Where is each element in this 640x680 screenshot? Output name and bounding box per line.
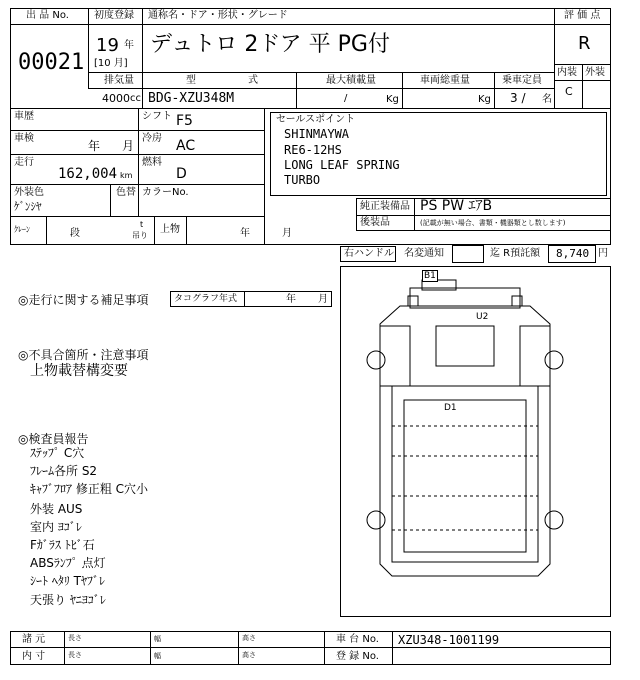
report-line: ｽﾃｯﾌﾟ C穴 (30, 446, 85, 460)
u2-mark: U2 (476, 312, 489, 322)
report-line: ABSﾗﾝﾌﾟ 点灯 (30, 556, 106, 570)
deposit-label: 迄 R預託額 (490, 248, 541, 259)
color-label: 外装色 (14, 187, 44, 198)
mileage-value: 162,004 (58, 166, 118, 182)
b1-mark: B1 (424, 271, 436, 281)
width-label: 幅 (154, 635, 161, 643)
gross-weight-label: 車両総重量 (420, 75, 470, 86)
capacity-label: 乗車定員 (502, 75, 542, 86)
sales-point-3: LONG LEAF SPRING (284, 158, 400, 172)
history-label: 車歴 (14, 111, 34, 122)
specs-label: 諸 元 (22, 634, 46, 645)
upper-month: 月 (282, 228, 292, 239)
report-line: 室内 ﾖｺﾞﾚ (30, 520, 82, 534)
max-load-value: / (344, 93, 348, 104)
d1-mark: D1 (444, 403, 457, 413)
report-line: ｷｬﾌﾞﾌﾛｱ 修正粗 C穴小 (30, 482, 149, 496)
crane-label: ｸﾚｰﾝ (14, 225, 30, 234)
defect-value: 上物載替構変要 (30, 363, 128, 379)
mileage-label: 走行 (14, 157, 34, 168)
length-label: 長さ (68, 634, 82, 642)
max-load-kg: Kg (386, 94, 399, 105)
fuel-label: 燃料 (142, 157, 162, 168)
displacement-label: 排気量 (104, 75, 134, 86)
report-line: 外装 AUS (30, 502, 83, 516)
first-reg-label: 初度登録 (94, 10, 134, 21)
post-equip-label: 後装品 (360, 217, 390, 228)
first-reg-year: 19 (96, 35, 119, 56)
sales-point-label: セールスポイント (276, 114, 356, 125)
report-line: ｼｰﾄ ﾍﾀﾘ Tﾔﾌﾞﾚ (30, 574, 105, 588)
tacho-year: 年 (286, 294, 296, 305)
max-load-label: 最大積載量 (326, 75, 376, 86)
color-code-label: カラーNo. (142, 187, 189, 198)
color-change-label: 色替 (116, 187, 136, 198)
chassis-label: 車 台 No. (336, 634, 379, 645)
tacho-label: タコグラフ年式 (174, 294, 238, 304)
capacity-value: 3 / (510, 91, 526, 105)
shift-label: シフト (142, 111, 172, 122)
ac-label: 冷房 (142, 133, 162, 144)
sales-point-1: SHINMAYWA (284, 127, 350, 141)
running-notes-label: ◎走行に関する補足事項 (18, 293, 149, 307)
width-label: 幅 (154, 652, 161, 660)
model-code-label2: 式 (248, 75, 258, 86)
mileage-unit: km (120, 171, 133, 180)
height-label: 高さ (242, 651, 256, 659)
exterior-label: 外装 (585, 67, 605, 78)
sales-point-2: RE6-12HS (284, 143, 342, 157)
report-line: Fｶﾞﾗｽ ﾄﾋﾞ石 (30, 538, 95, 552)
inspection-month: 月 (122, 139, 135, 153)
upper-year: 年 (240, 228, 250, 239)
model-name: デュトロ 2ドア 平 PG付 (150, 32, 390, 57)
rating-value: R (578, 33, 591, 54)
year-unit: 年 (124, 40, 134, 51)
gross-weight-kg: Kg (478, 94, 491, 105)
deposit-value: 8,740 (556, 247, 590, 260)
height-label: 高さ (242, 634, 256, 642)
report-line: ﾌﾚｰﾑ各所 S2 (30, 464, 98, 478)
tacho-month: 月 (318, 294, 328, 305)
report-line: 天張り ﾔﾆﾖｺﾞﾚ (30, 593, 106, 607)
interior-grade: C (565, 85, 573, 98)
fuel-value: D (176, 166, 187, 182)
chassis-number: XZU348-1001199 (398, 633, 500, 647)
inspection-year: 年 (88, 139, 101, 153)
displacement-unit: cc (130, 93, 141, 104)
interior-label: 内装 (557, 67, 577, 78)
first-reg-month: [10 月] (94, 58, 128, 69)
name-change-label: 名変通知 (404, 248, 444, 259)
model-code-label: 型 (186, 75, 196, 86)
model-code-value: BDG-XZU348M (148, 91, 235, 106)
rating-label: 評 価 点 (564, 10, 601, 21)
sales-point-4: TURBO (284, 173, 321, 187)
inspection-label: 車検 (14, 133, 34, 144)
crane-lift: 吊り (132, 231, 148, 240)
lot-number: 00021 (18, 50, 85, 75)
crane-stage: 段 (70, 228, 80, 239)
name-change-box (452, 245, 484, 263)
color-value: ｹﾞﾝｼﾔ (14, 200, 42, 213)
length-label: 長さ (68, 651, 82, 659)
inner-dims-label: 内 寸 (22, 651, 46, 662)
inspector-label: ◎検査員報告 (18, 432, 89, 446)
model-label: 通称名・ドア・形状・グレード (148, 10, 288, 21)
shift-value: F5 (176, 113, 193, 129)
defect-label: ◎不具合箇所・注意事項 (18, 348, 149, 362)
displacement-value: 4000 (102, 92, 130, 105)
equipment-label: 純正装備品 (360, 201, 410, 212)
lot-no-label: 出 品 No. (26, 10, 69, 21)
registration-label: 登 録 No. (336, 651, 379, 662)
upper-label: 上物 (160, 224, 180, 235)
capacity-unit: 名 (542, 94, 552, 105)
steering-side: 右ハンドル (344, 248, 394, 259)
crane-t: t (140, 220, 144, 229)
equipment-value: PS PW ｴｱB (420, 198, 493, 214)
post-equip-note: (記載が無い場合、書類・機器類とし数します) (420, 219, 566, 227)
ac-value: AC (176, 138, 196, 154)
yen-label: 円 (598, 248, 608, 259)
